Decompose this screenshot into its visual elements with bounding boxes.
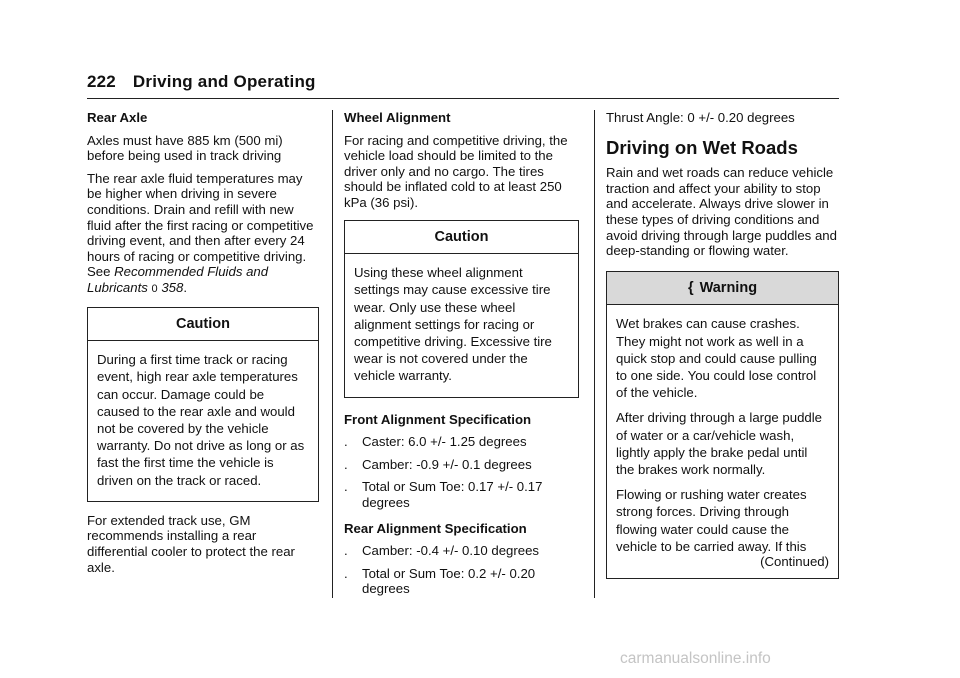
- rear-axle-heading: Rear Axle: [87, 110, 148, 125]
- header-rule: [87, 98, 839, 99]
- caution-box-alignment: [344, 220, 579, 398]
- bullet-icon: .: [344, 456, 348, 472]
- warning-paragraph-1: Wet brakes can cause crashes. They might not work as well in a quick stop and could cause pulling to one side. You could lose control of the vehicle.: [616, 316, 817, 401]
- warning-body: [607, 305, 838, 578]
- wheel-alignment-paragraph: For racing and competitive driving, the vehicle load should be limited to the driver only and no cargo. The tires should be inflated cold to at least 250 kPa (36 psi).: [344, 132, 568, 210]
- warning-box: [606, 271, 839, 579]
- wet-roads-heading: Driving on Wet Roads: [606, 136, 798, 158]
- thrust-angle-text: Thrust Angle: 0 +/- 0.20 degrees: [606, 110, 795, 125]
- section-title: Driving and Operating: [132, 72, 316, 91]
- page-number: 222: [87, 72, 116, 91]
- caution-text: During a first time track or racing event, high rear axle temperatures can occur. Damage could be caused to the rear axle and would not be covered by the vehicle warranty. Do not drive as long or as fast the first time the vehicle is driven on the track or raced.: [97, 352, 305, 488]
- rear-axle-paragraph-3: For extended track use, GM recommends installing a rear differential cooler to protect the rear axle.: [87, 512, 295, 575]
- caution-text: Using these wheel alignment settings may cause excessive tire wear. Only use these wheel alignment settings for racing or competitive driving. Excessive tire wear is not covered under the vehicle warranty.: [354, 265, 552, 384]
- front-alignment-heading: Front Alignment Specification: [344, 411, 532, 427]
- column-2: [344, 110, 579, 604]
- rear-axle-paragraph-2: The rear axle fluid temperatures may be higher when driving in severe conditions. Drain and refill with new fluid after the first racing or competitive driving event, and then after every 24 hours of racing or competitive driving. See Recommended Fluids and Lubricants 0 358.: [87, 170, 314, 295]
- fluids-reference-page[interactable]: 358: [161, 279, 184, 295]
- bullet-icon: .: [344, 479, 348, 495]
- warning-title-bar: [607, 272, 838, 306]
- fluids-reference-link[interactable]: Recommended Fluids and Lubricants: [87, 264, 269, 295]
- list-item-text: Camber: -0.9 +/- 0.1 degrees: [362, 456, 532, 472]
- wet-roads-paragraph: Rain and wet roads can reduce vehicle traction and affect your ability to stop and accelerate. Always drive slower in these types of driving conditions and avoid driving through large puddles and deep-standing or flowing water.: [606, 165, 837, 259]
- bullet-icon: .: [344, 543, 348, 559]
- warning-paragraph-2: After driving through a large puddle of water or a car/vehicle wash, lightly apply the brake pedal until the brakes work normally.: [616, 410, 823, 477]
- xref-arrow-icon: 0: [151, 282, 158, 295]
- caution-title: Caution: [345, 221, 578, 255]
- list-item: [344, 479, 579, 510]
- page-header: [87, 72, 316, 92]
- wheel-alignment-heading: Wheel Alignment: [344, 110, 451, 125]
- warning-paragraph-3: Flowing or rushing water creates strong forces. Driving through flowing water could cause the vehicle to be carried away. If this: [616, 487, 807, 554]
- column-1: [87, 110, 319, 582]
- caution-body: [88, 341, 318, 501]
- column-divider-2: [594, 110, 595, 598]
- list-item: [344, 457, 579, 473]
- list-item: [344, 434, 579, 450]
- list-item-text: Total or Sum Toe: 0.17 +/- 0.17 degrees: [362, 479, 543, 510]
- watermark: carmanualsonline.info: [620, 650, 771, 667]
- list-item: [344, 566, 579, 597]
- rear-alignment-heading: Rear Alignment Specification: [344, 520, 527, 536]
- list-item: [344, 543, 579, 559]
- bullet-icon: .: [344, 565, 348, 581]
- list-item-text: Total or Sum Toe: 0.2 +/- 0.20 degrees: [362, 565, 536, 597]
- warning-icon: {: [687, 279, 694, 296]
- list-item-text: Camber: -0.4 +/- 0.10 degrees: [362, 543, 540, 559]
- bullet-icon: .: [344, 434, 348, 450]
- caution-title: Caution: [88, 308, 318, 342]
- caution-box-rear-axle: [87, 307, 319, 502]
- rear-axle-paragraph-1: Axles must have 885 km (500 mi) before being used in track driving: [87, 132, 283, 164]
- column-divider-1: [332, 110, 333, 598]
- warning-title: Warning: [699, 279, 758, 296]
- column-3: [606, 110, 839, 590]
- list-item-text: Caster: 6.0 +/- 1.25 degrees: [362, 434, 527, 450]
- rear-axle-paragraph-2-text: The rear axle fluid temperatures may be higher when driving in severe conditions. Drain and refill with new fluid after the first racing or competitive driving event, and then after every 24 hours of racing or competitive driving. See: [87, 170, 314, 280]
- continued-label: (Continued): [760, 553, 829, 569]
- caution-body: [345, 254, 578, 396]
